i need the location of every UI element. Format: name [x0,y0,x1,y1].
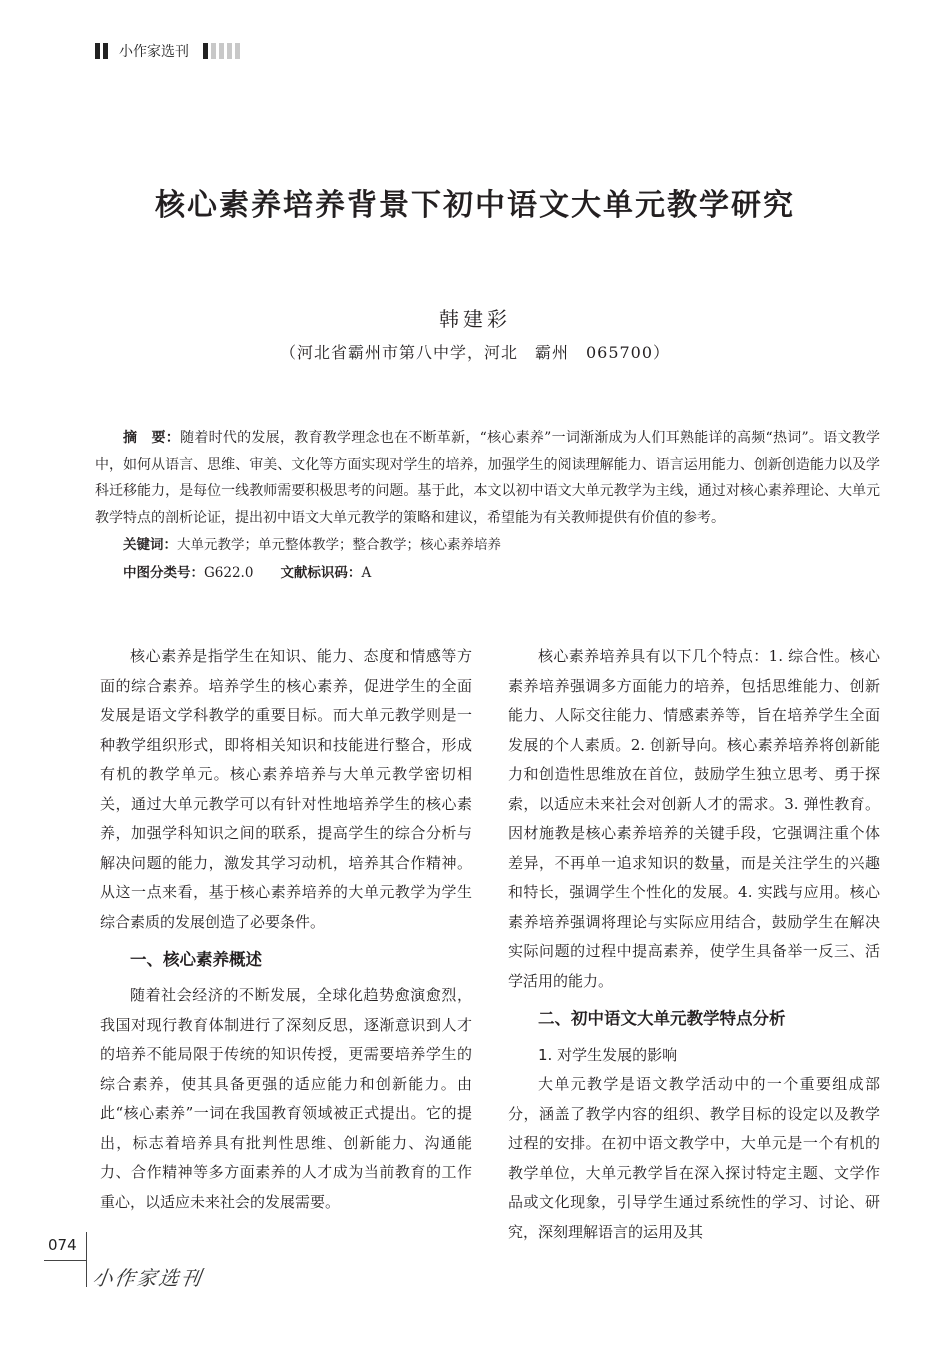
abstract-label: 摘 要： [123,430,181,446]
footer-rule [44,1260,86,1261]
keywords-label: 关键词： [123,537,177,553]
clc-value: G622.0 [204,565,254,581]
abstract-text: 随着时代的发展，教育教学理念也在不断革新，“核心素养”一词渐渐成为人们耳熟能详的高频“热词”。语文教学中，如何从语言、思维、审美、文化等方面实现对学生的培养，加强学生的阅读理解能力、语言运用能力、创新创造能力以及学科迁移能力，是每位一线教师需要积极思考的问题。基于此，本文以初中语文大单元教学为主线，通过对核心素养理论、大单元教学特点的剖析论证，提出初中语文大单元教学的策略和建议，希望能为有关教师提供有价值的参考。 [95,430,880,526]
doc-code-value: A [361,565,372,581]
section-1-heading: 一、核心素养概述 [130,950,262,969]
clc-label: 中图分类号： [123,565,204,581]
author-affiliation: （河北省霸州市第八中学，河北 霸州 065700） [279,343,671,362]
header-bar-decoration [227,43,232,59]
header-bar-decoration [219,43,224,59]
classification-line [95,559,880,587]
left-column [100,642,472,1217]
header-bar-decoration [235,43,240,59]
article-title: 核心素养培养背景下初中语文大单元教学研究 [155,188,795,223]
abstract-block [95,425,880,587]
intro-paragraph: 核心素养是指学生在知识、能力、态度和情感等方面的综合素养。培养学生的核心素养，促进学生的全面发展是语文学科教学的重要目标。而大单元教学则是一种教学组织形式，即将相关知识和技能进行整合，形成有机的教学单元。核心素养培养与大单元教学密切相关，通过大单元教学可以有针对性地培养学生的核心素养，加强学科知识之间的联系，提高学生的综合分析与解决问题的能力，激发其学习动机，培养其合作精神。从这一点来看，基于核心素养培养的大单元教学为学生综合素质的发展创造了必要条件。 [100,647,472,931]
footer-divider [86,1232,87,1287]
header-bar-decoration [95,43,100,59]
subsection-1-heading: 1. 对学生发展的影响 [538,1046,678,1064]
journal-name: 小作家选刊 [119,44,189,60]
header-bar-decoration [203,43,208,59]
header-bar-decoration [103,43,108,59]
page-number: 074 [48,1236,77,1254]
section-2-heading: 二、初中语文大单元教学特点分析 [538,1009,786,1028]
section-1-paragraph: 随着社会经济的不断发展，全球化趋势愈演愈烈，我国对现行教育体制进行了深刻反思，逐渐意识到人才的培养不能局限于传统的知识传授，更需要培养学生的综合素养，使其具备更强的适应能力和创新能力。由此“核心素养”一词在我国教育领域被正式提出。它的提出，标志着培养具有批判性思维、创新能力、沟通能力、合作精神等多方面素养的人才成为当前教育的工作重心，以适应未来社会的发展需要。 [100,986,472,1211]
subsection-1-paragraph: 大单元教学是语文教学活动中的一个重要组成部分，涵盖了教学内容的组织、教学目标的设定以及教学过程的安排。在初中语文教学中，大单元是一个有机的教学单位，大单元教学旨在深入探讨特定主题、文学作品或文化现象，引导学生通过系统性的学习、讨论、研究，深刻理解语言的运用及其 [508,1075,880,1241]
abstract-paragraph [95,425,880,531]
keywords-line [95,531,880,559]
running-header [95,40,243,62]
journal-logo: 小作家选刊 [91,1266,205,1290]
doc-code-label: 文献标识码： [280,565,362,581]
features-paragraph: 核心素养培养具有以下几个特点：1. 综合性。核心素养培养强调多方面能力的培养，包括思维能力、创新能力、人际交往能力、情感素养等，旨在培养学生全面发展的个人素质。2. 创新导向。核心素养培养将创新能力和创造性思维放在首位，鼓励学生独立思考、勇于探索，以适应未来社会对创新人才的需求。3. 弹性教育。因材施教是核心素养培养的关键手段，它强调注重个体差异，不再单一追求知识的数量，而是关注学生的兴趣和特长，强调学生个性化的发展。4. 实践与应用。核心素养培养强调将理论与实际应用结合，鼓励学生在解决实际问题的过程中提高素养，使学生具备举一反三、活学活用的能力。 [508,647,880,990]
right-column [508,642,880,1247]
author-name: 韩建彩 [439,307,511,331]
keywords-text: 大单元教学；单元整体教学；整合教学；核心素养培养 [177,537,501,553]
header-bar-decoration [211,43,216,59]
